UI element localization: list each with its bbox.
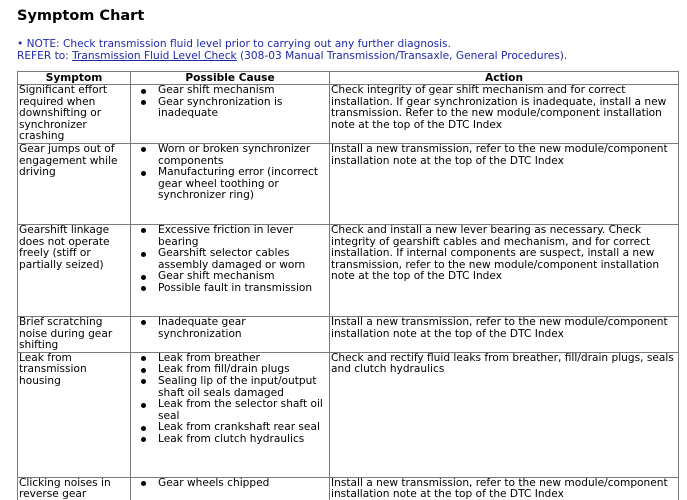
table-header-row xyxy=(18,72,679,85)
cause-item: Leak from breather xyxy=(132,353,328,365)
cause-item: Gear wheels chipped xyxy=(132,478,328,490)
table-row xyxy=(18,477,679,500)
fluid-level-check-link[interactable]: Transmission Fluid Level Check xyxy=(72,50,237,62)
cause-item: Gear synchronization is inadequate xyxy=(132,97,328,120)
cause-item: Sealing lip of the input/output shaft oil seals damaged xyxy=(132,376,328,399)
cause-cell xyxy=(131,224,330,316)
refer-prefix: REFER to: xyxy=(17,50,73,62)
header-symptom: Symptom xyxy=(18,72,131,85)
cause-cell xyxy=(131,477,330,500)
cause-cell xyxy=(131,316,330,352)
symptom-table xyxy=(17,71,679,500)
table-row xyxy=(18,316,679,352)
cause-cell xyxy=(131,352,330,477)
symptom-cell: Gear jumps out of engagement while driving xyxy=(18,143,131,224)
symptom-cell: Gearshift linkage does not operate freely (stiff or partially seized) xyxy=(18,224,131,316)
cause-item: Leak from clutch hydraulics xyxy=(132,434,328,446)
action-cell: Check and rectify fluid leaks from breather, fill/drain plugs, seals and clutch hydraulics xyxy=(330,352,679,477)
cause-item: Gearshift selector cables assembly damaged or worn xyxy=(132,248,328,271)
table-row xyxy=(18,224,679,316)
cause-cell xyxy=(131,85,330,144)
cause-item: Manufacturing error (incorrect gear wheel toothing or synchronizer ring) xyxy=(132,167,328,202)
cause-item: Leak from the selector shaft oil seal xyxy=(132,399,328,422)
table-row xyxy=(18,85,679,144)
header-possible-cause: Possible Cause xyxy=(131,72,330,85)
action-cell: Check and install a new lever bearing as necessary. Check integrity of gearshift cables and mechanism, and for correct installation. If internal components are suspect, install a new transmission, refer to the new module/component installation note at the top of the DTC Index xyxy=(330,224,679,316)
cause-item: Leak from fill/drain plugs xyxy=(132,364,328,376)
cause-item: Gear shift mechanism xyxy=(132,85,328,97)
action-cell: Install a new transmission, refer to the new module/component installation note at the top of the DTC Index xyxy=(330,143,679,224)
symptom-cell: Clicking noises in reverse gear xyxy=(18,477,131,500)
header-action: Action xyxy=(330,72,679,85)
diagnosis-note xyxy=(17,38,567,62)
action-cell: Check integrity of gear shift mechanism and for correct installation. If gear synchronization is inadequate, install a new transmission. Refer to the new module/component installation note at the top of the DTC Index xyxy=(330,85,679,144)
note-line: • NOTE: Check transmission fluid level prior to carrying out any further diagnosis. xyxy=(17,38,451,50)
table-row xyxy=(18,352,679,477)
cause-item: Excessive friction in lever bearing xyxy=(132,225,328,248)
symptom-cell: Leak from transmission housing xyxy=(18,352,131,477)
symptom-cell: Brief scratching noise during gear shifting xyxy=(18,316,131,352)
cause-item: Worn or broken synchronizer components xyxy=(132,144,328,167)
cause-item: Leak from crankshaft rear seal xyxy=(132,422,328,434)
cause-item: Inadequate gear synchronization xyxy=(132,317,328,340)
table-row xyxy=(18,143,679,224)
refer-line xyxy=(17,50,567,62)
action-cell: Install a new transmission, refer to the new module/component installation note at the top of the DTC Index xyxy=(330,316,679,352)
cause-cell xyxy=(131,143,330,224)
page-title: Symptom Chart xyxy=(17,8,145,24)
action-cell: Install a new transmission, refer to the new module/component installation note at the top of the DTC Index xyxy=(330,477,679,500)
symptom-cell: Significant effort required when downshifting or synchronizer crashing xyxy=(18,85,131,144)
cause-item: Gear shift mechanism xyxy=(132,271,328,283)
refer-suffix: (308-03 Manual Transmission/Transaxle, General Procedures). xyxy=(236,50,568,62)
cause-item: Possible fault in transmission xyxy=(132,283,328,295)
